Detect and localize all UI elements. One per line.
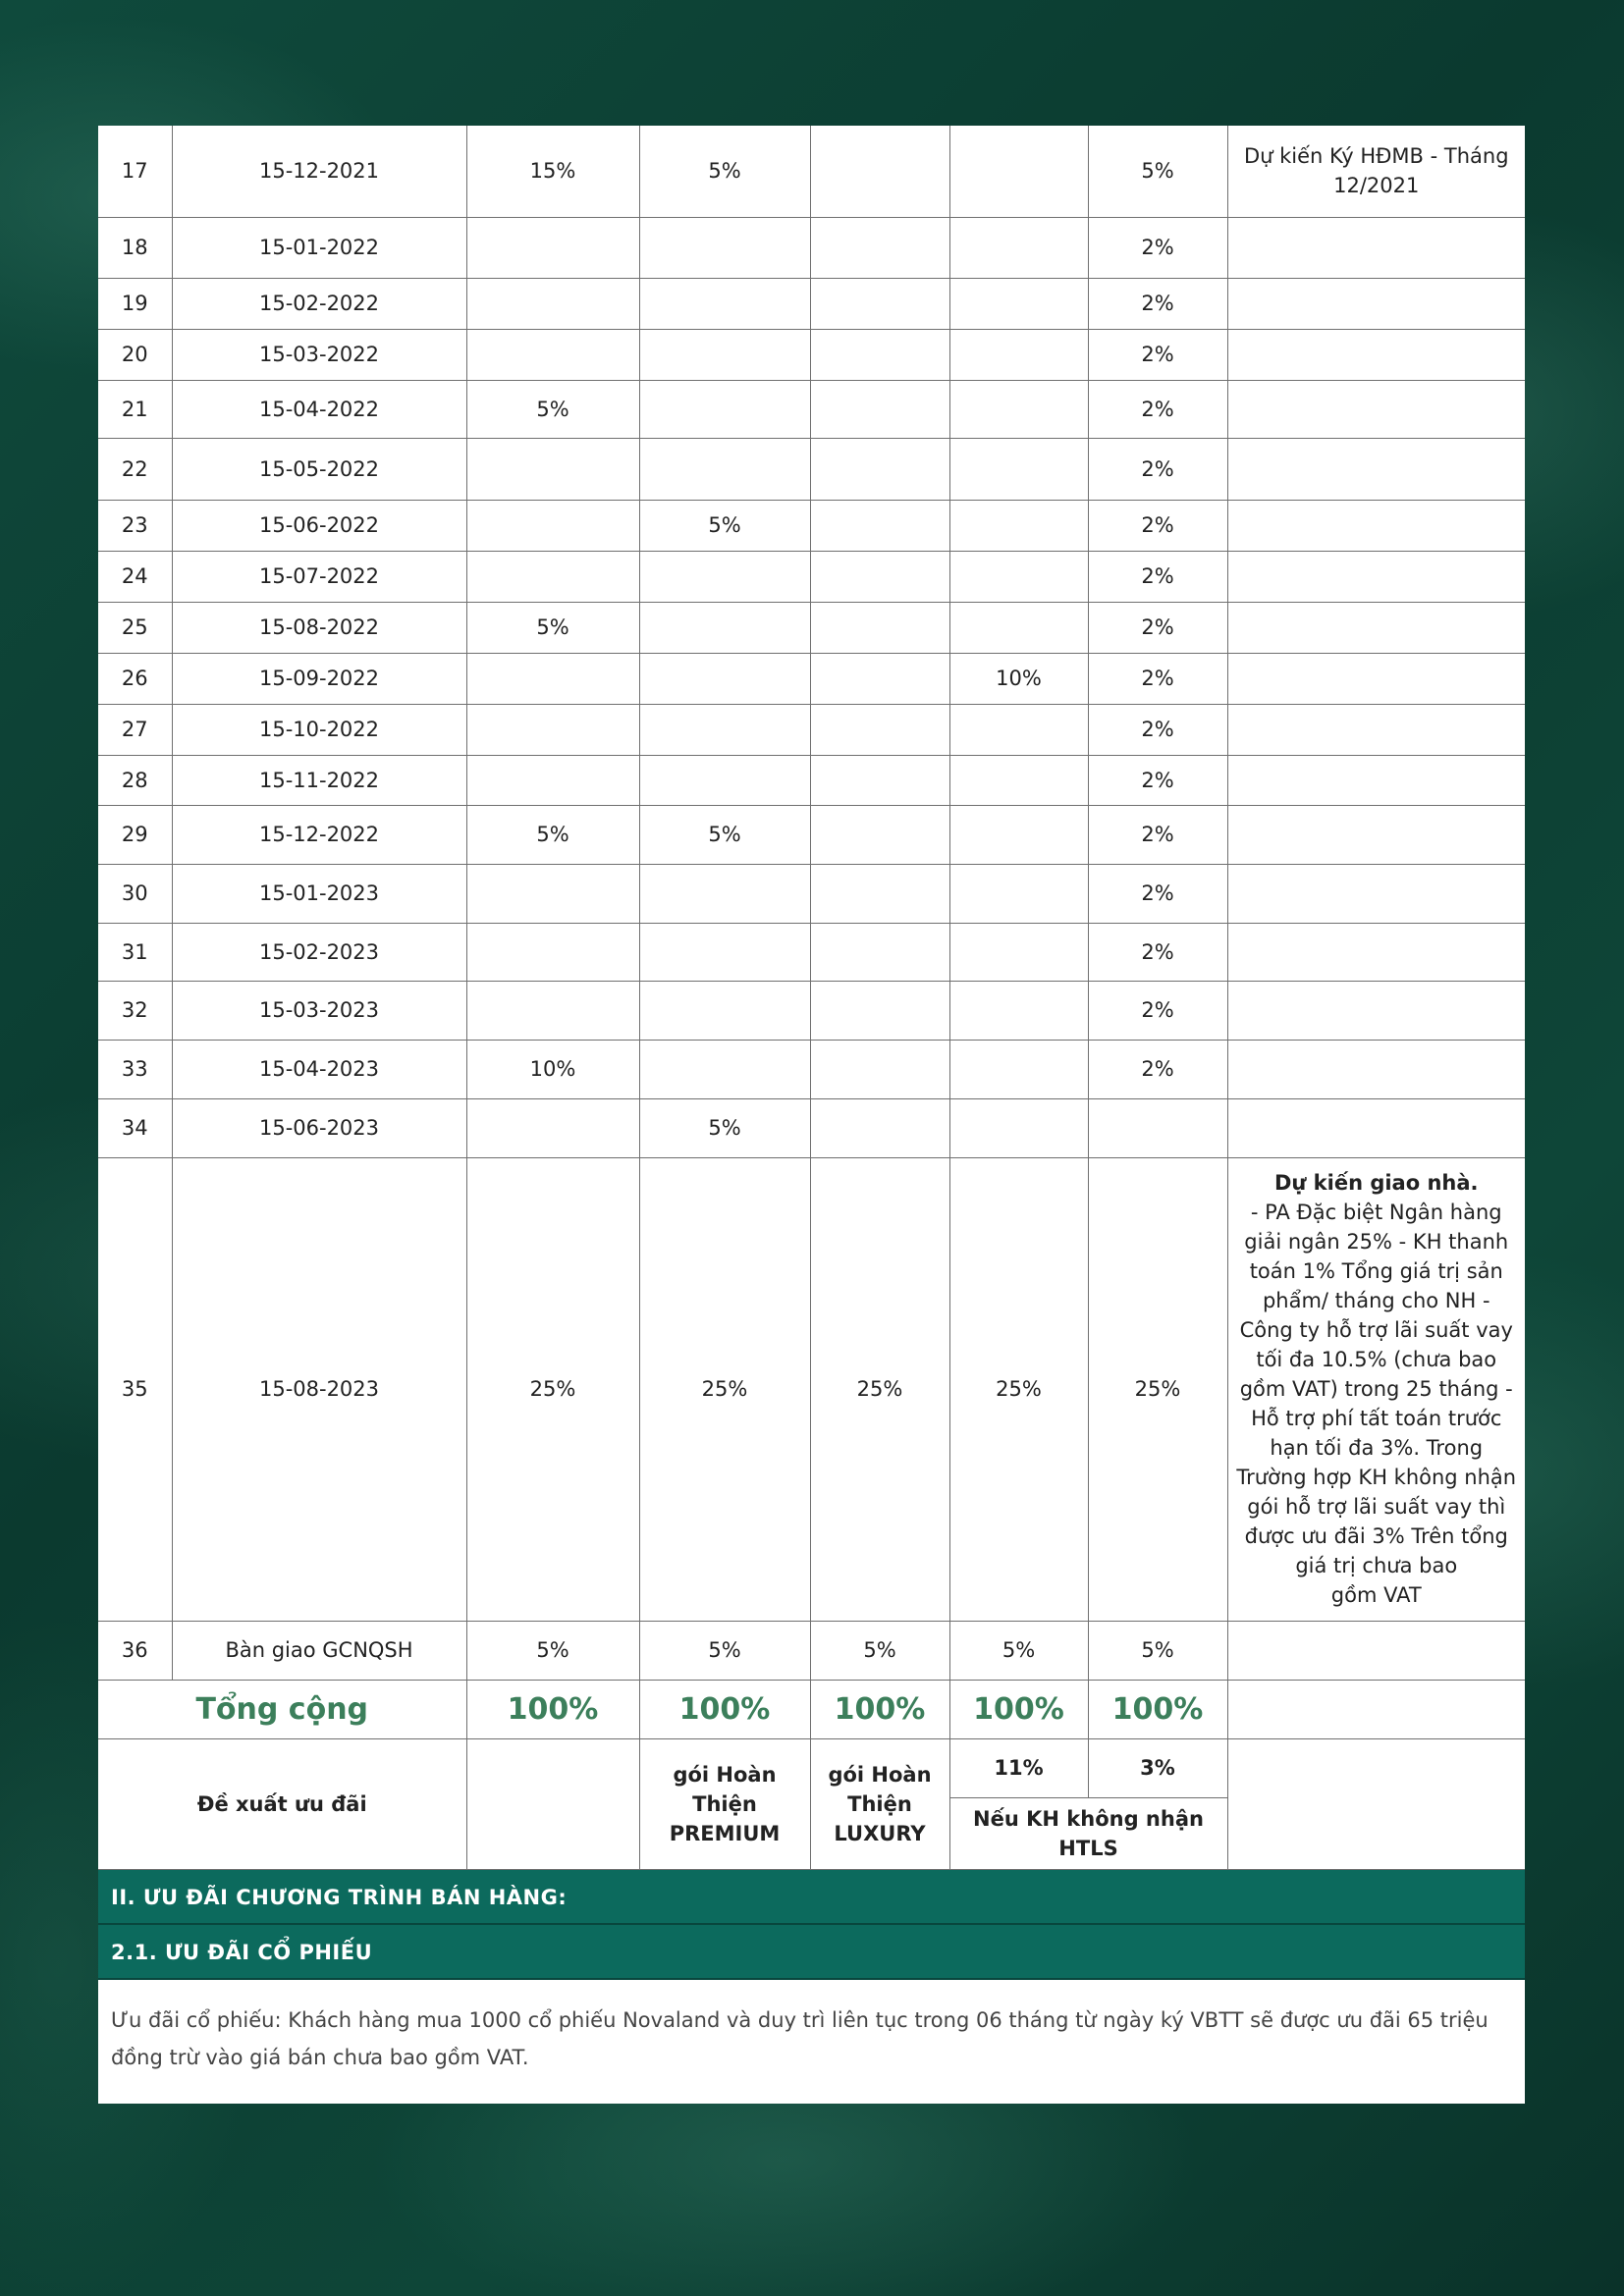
pct-col-4 <box>949 329 1088 380</box>
payment-date: 15-02-2023 <box>172 923 466 981</box>
payment-date: 15-06-2022 <box>172 500 466 551</box>
payment-schedule-table <box>98 126 1525 1870</box>
payment-date: 15-06-2023 <box>172 1098 466 1157</box>
pct-col-4 <box>949 704 1088 755</box>
pct-col-5: 2% <box>1088 278 1227 329</box>
pct-col-5: 2% <box>1088 602 1227 653</box>
pct-col-5: 2% <box>1088 981 1227 1040</box>
pct-col-2: 25% <box>639 1157 810 1621</box>
pct-col-5: 2% <box>1088 438 1227 500</box>
pct-col-3 <box>810 755 949 805</box>
subsection-title: 2.1. ƯU ĐÃI CỔ PHIẾU <box>98 1925 1525 1980</box>
payment-date: 15-11-2022 <box>172 755 466 805</box>
row-number: 27 <box>98 704 172 755</box>
total-note <box>1227 1680 1525 1738</box>
row-note <box>1227 217 1525 278</box>
section-body-text: Ưu đãi cổ phiếu: Khách hàng mua 1000 cổ phiếu Novaland và duy trì liên tục trong 06 tháng từ ngày ký VBTT sẽ được ưu đãi 65 triệu đồng trừ vào giá bán chưa bao gồm VAT. <box>111 2007 1489 2069</box>
pct-col-2: 5% <box>639 805 810 864</box>
pct-col-4 <box>949 380 1088 438</box>
row-note <box>1227 380 1525 438</box>
row-note <box>1227 981 1525 1040</box>
pct-col-3 <box>810 653 949 704</box>
pct-col-2: 5% <box>639 500 810 551</box>
table-row <box>98 1098 1525 1157</box>
row-number: 19 <box>98 278 172 329</box>
pct-col-1 <box>466 1098 639 1157</box>
pct-col-1: 25% <box>466 1157 639 1621</box>
table-row <box>98 981 1525 1040</box>
row-number: 34 <box>98 1098 172 1157</box>
row-note <box>1227 805 1525 864</box>
pct-col-3 <box>810 278 949 329</box>
pct-col-1 <box>466 278 639 329</box>
row-number: 29 <box>98 805 172 864</box>
pct-col-2 <box>639 602 810 653</box>
section-title: II. ƯU ĐÃI CHƯƠNG TRÌNH BÁN HÀNG: <box>98 1870 1525 1925</box>
pct-col-3 <box>810 704 949 755</box>
table-row <box>98 602 1525 653</box>
payment-date: 15-09-2022 <box>172 653 466 704</box>
row-number: 31 <box>98 923 172 981</box>
pct-col-4 <box>949 981 1088 1040</box>
pct-col-1 <box>466 500 639 551</box>
pct-col-4 <box>949 923 1088 981</box>
pct-col-4 <box>949 1040 1088 1098</box>
pct-col-2 <box>639 981 810 1040</box>
pct-col-5: 2% <box>1088 864 1227 923</box>
row-note <box>1227 1621 1525 1680</box>
payment-date: 15-08-2023 <box>172 1157 466 1621</box>
pct-col-5: 2% <box>1088 380 1227 438</box>
pct-col-3 <box>810 1040 949 1098</box>
pct-col-1: 10% <box>466 1040 639 1098</box>
handover-note-body: - PA Đặc biệt Ngân hàng giải ngân 25% - KH thanh toán 1% Tổng giá trị sản phẩm/ tháng cho NH - Công ty hỗ trợ lãi suất vay tối đa 10.5% (chưa bao gồm VAT) trong 25 tháng - Hỗ trợ phí tất toán trước hạn tối đa 3%. Trong Trường hợp KH không nhận gói hỗ trợ lãi suất vay thì được ưu đãi 3% Trên tổng giá trị chưa bao <box>1236 1201 1517 1577</box>
row-number: 20 <box>98 329 172 380</box>
pct-col-1 <box>466 438 639 500</box>
proposal-label: Đề xuất ưu đãi <box>98 1738 466 1869</box>
proposal-condition: Nếu KH không nhận HTLS <box>949 1797 1227 1869</box>
table-row-handover <box>98 1157 1525 1621</box>
pct-col-3 <box>810 126 949 217</box>
pct-col-3 <box>810 864 949 923</box>
pct-col-5: 5% <box>1088 1621 1227 1680</box>
pct-col-2 <box>639 329 810 380</box>
row-note <box>1227 500 1525 551</box>
pct-col-2 <box>639 1040 810 1098</box>
row-number: 22 <box>98 438 172 500</box>
proposal-rate-3: 3% <box>1088 1738 1227 1797</box>
total-col-3: 100% <box>810 1680 949 1738</box>
row-number: 25 <box>98 602 172 653</box>
row-note: Dự kiến Ký HĐMB - Tháng 12/2021 <box>1227 126 1525 217</box>
proposal-luxury: gói Hoàn Thiện LUXURY <box>810 1738 949 1869</box>
total-col-1: 100% <box>466 1680 639 1738</box>
pct-col-1 <box>466 923 639 981</box>
pct-col-4: 10% <box>949 653 1088 704</box>
pct-col-5: 2% <box>1088 704 1227 755</box>
total-col-4: 100% <box>949 1680 1088 1738</box>
pct-col-3 <box>810 602 949 653</box>
pct-col-2: 5% <box>639 1621 810 1680</box>
payment-date: 15-02-2022 <box>172 278 466 329</box>
payment-date: 15-07-2022 <box>172 551 466 602</box>
table-row <box>98 500 1525 551</box>
table-row <box>98 551 1525 602</box>
pct-col-2 <box>639 380 810 438</box>
row-number: 33 <box>98 1040 172 1098</box>
row-number: 18 <box>98 217 172 278</box>
row-note <box>1227 438 1525 500</box>
pct-col-1: 5% <box>466 1621 639 1680</box>
pct-col-2 <box>639 551 810 602</box>
proposal-rate-11: 11% <box>949 1738 1088 1797</box>
handover-note-title: Dự kiến giao nhà. <box>1273 1171 1479 1195</box>
payment-date: Bàn giao GCNQSH <box>172 1621 466 1680</box>
pct-col-4 <box>949 500 1088 551</box>
total-col-5: 100% <box>1088 1680 1227 1738</box>
table-row <box>98 438 1525 500</box>
pct-col-3: 25% <box>810 1157 949 1621</box>
pct-col-3 <box>810 438 949 500</box>
pct-col-4 <box>949 551 1088 602</box>
payment-date: 15-05-2022 <box>172 438 466 500</box>
pct-col-1: 5% <box>466 380 639 438</box>
pct-col-3 <box>810 805 949 864</box>
row-number: 30 <box>98 864 172 923</box>
pct-col-1: 5% <box>466 602 639 653</box>
table-row <box>98 653 1525 704</box>
row-note <box>1227 551 1525 602</box>
table-row <box>98 278 1525 329</box>
pct-col-4 <box>949 755 1088 805</box>
total-row <box>98 1680 1525 1738</box>
table-row <box>98 805 1525 864</box>
row-number: 26 <box>98 653 172 704</box>
pct-col-1 <box>466 704 639 755</box>
pct-col-4 <box>949 438 1088 500</box>
pct-col-1 <box>466 755 639 805</box>
pct-col-1 <box>466 653 639 704</box>
pct-col-2 <box>639 755 810 805</box>
table-row <box>98 704 1525 755</box>
pct-col-5: 5% <box>1088 126 1227 217</box>
pct-col-5: 25% <box>1088 1157 1227 1621</box>
row-note <box>1227 602 1525 653</box>
payment-date: 15-01-2023 <box>172 864 466 923</box>
pct-col-5: 2% <box>1088 217 1227 278</box>
payment-date: 15-08-2022 <box>172 602 466 653</box>
row-note <box>1227 755 1525 805</box>
handover-note-tail: gồm VAT <box>1330 1583 1422 1607</box>
pct-col-2 <box>639 864 810 923</box>
pct-col-4 <box>949 1098 1088 1157</box>
pct-col-2: 5% <box>639 1098 810 1157</box>
pct-col-2 <box>639 217 810 278</box>
payment-date: 15-01-2022 <box>172 217 466 278</box>
pct-col-3 <box>810 981 949 1040</box>
payment-date: 15-12-2022 <box>172 805 466 864</box>
row-note <box>1227 329 1525 380</box>
total-col-2: 100% <box>639 1680 810 1738</box>
proposal-row <box>98 1738 1525 1797</box>
row-note <box>1227 923 1525 981</box>
pct-col-2 <box>639 923 810 981</box>
payment-date: 15-12-2021 <box>172 126 466 217</box>
table-row <box>98 126 1525 217</box>
table-row-certificate <box>98 1621 1525 1680</box>
row-number: 23 <box>98 500 172 551</box>
row-number: 35 <box>98 1157 172 1621</box>
pct-col-2 <box>639 704 810 755</box>
proposal-note <box>1227 1738 1525 1869</box>
pct-col-4 <box>949 805 1088 864</box>
pct-col-3 <box>810 551 949 602</box>
pct-col-2 <box>639 653 810 704</box>
pct-col-4 <box>949 126 1088 217</box>
row-number: 24 <box>98 551 172 602</box>
pct-col-4: 5% <box>949 1621 1088 1680</box>
pct-col-2: 5% <box>639 126 810 217</box>
table-row <box>98 1040 1525 1098</box>
pct-col-5 <box>1088 1098 1227 1157</box>
row-note <box>1227 704 1525 755</box>
row-number: 32 <box>98 981 172 1040</box>
row-note <box>1227 1040 1525 1098</box>
row-note <box>1227 278 1525 329</box>
pct-col-2 <box>639 278 810 329</box>
table-row <box>98 923 1525 981</box>
row-number: 17 <box>98 126 172 217</box>
pct-col-5: 2% <box>1088 329 1227 380</box>
pct-col-4 <box>949 278 1088 329</box>
pct-col-4 <box>949 602 1088 653</box>
pct-col-3 <box>810 500 949 551</box>
payment-date: 15-03-2022 <box>172 329 466 380</box>
row-note <box>1227 1098 1525 1157</box>
table-row <box>98 864 1525 923</box>
row-number: 21 <box>98 380 172 438</box>
pct-col-4 <box>949 864 1088 923</box>
table-row <box>98 755 1525 805</box>
pct-col-5: 2% <box>1088 805 1227 864</box>
pct-col-5: 2% <box>1088 923 1227 981</box>
document-sheet <box>98 126 1525 2104</box>
total-label: Tổng cộng <box>98 1680 466 1738</box>
pct-col-3: 5% <box>810 1621 949 1680</box>
row-note <box>1227 864 1525 923</box>
pct-col-5: 2% <box>1088 551 1227 602</box>
pct-col-5: 2% <box>1088 755 1227 805</box>
pct-col-3 <box>810 1098 949 1157</box>
pct-col-2 <box>639 438 810 500</box>
pct-col-1 <box>466 329 639 380</box>
proposal-col-1 <box>466 1738 639 1869</box>
pct-col-3 <box>810 380 949 438</box>
payment-date: 15-04-2023 <box>172 1040 466 1098</box>
pct-col-4 <box>949 217 1088 278</box>
pct-col-3 <box>810 329 949 380</box>
payment-date: 15-10-2022 <box>172 704 466 755</box>
pct-col-1 <box>466 981 639 1040</box>
proposal-premium: gói Hoàn Thiện PREMIUM <box>639 1738 810 1869</box>
pct-col-5: 2% <box>1088 500 1227 551</box>
table-row <box>98 329 1525 380</box>
handover-note <box>1227 1157 1525 1621</box>
pct-col-5: 2% <box>1088 653 1227 704</box>
pct-col-1: 5% <box>466 805 639 864</box>
pct-col-4: 25% <box>949 1157 1088 1621</box>
pct-col-5: 2% <box>1088 1040 1227 1098</box>
pct-col-3 <box>810 923 949 981</box>
pct-col-1: 15% <box>466 126 639 217</box>
row-number: 36 <box>98 1621 172 1680</box>
pct-col-1 <box>466 551 639 602</box>
payment-date: 15-03-2023 <box>172 981 466 1040</box>
payment-date: 15-04-2022 <box>172 380 466 438</box>
table-row <box>98 380 1525 438</box>
pct-col-3 <box>810 217 949 278</box>
table-row <box>98 217 1525 278</box>
pct-col-1 <box>466 864 639 923</box>
row-number: 28 <box>98 755 172 805</box>
pct-col-1 <box>466 217 639 278</box>
row-note <box>1227 653 1525 704</box>
